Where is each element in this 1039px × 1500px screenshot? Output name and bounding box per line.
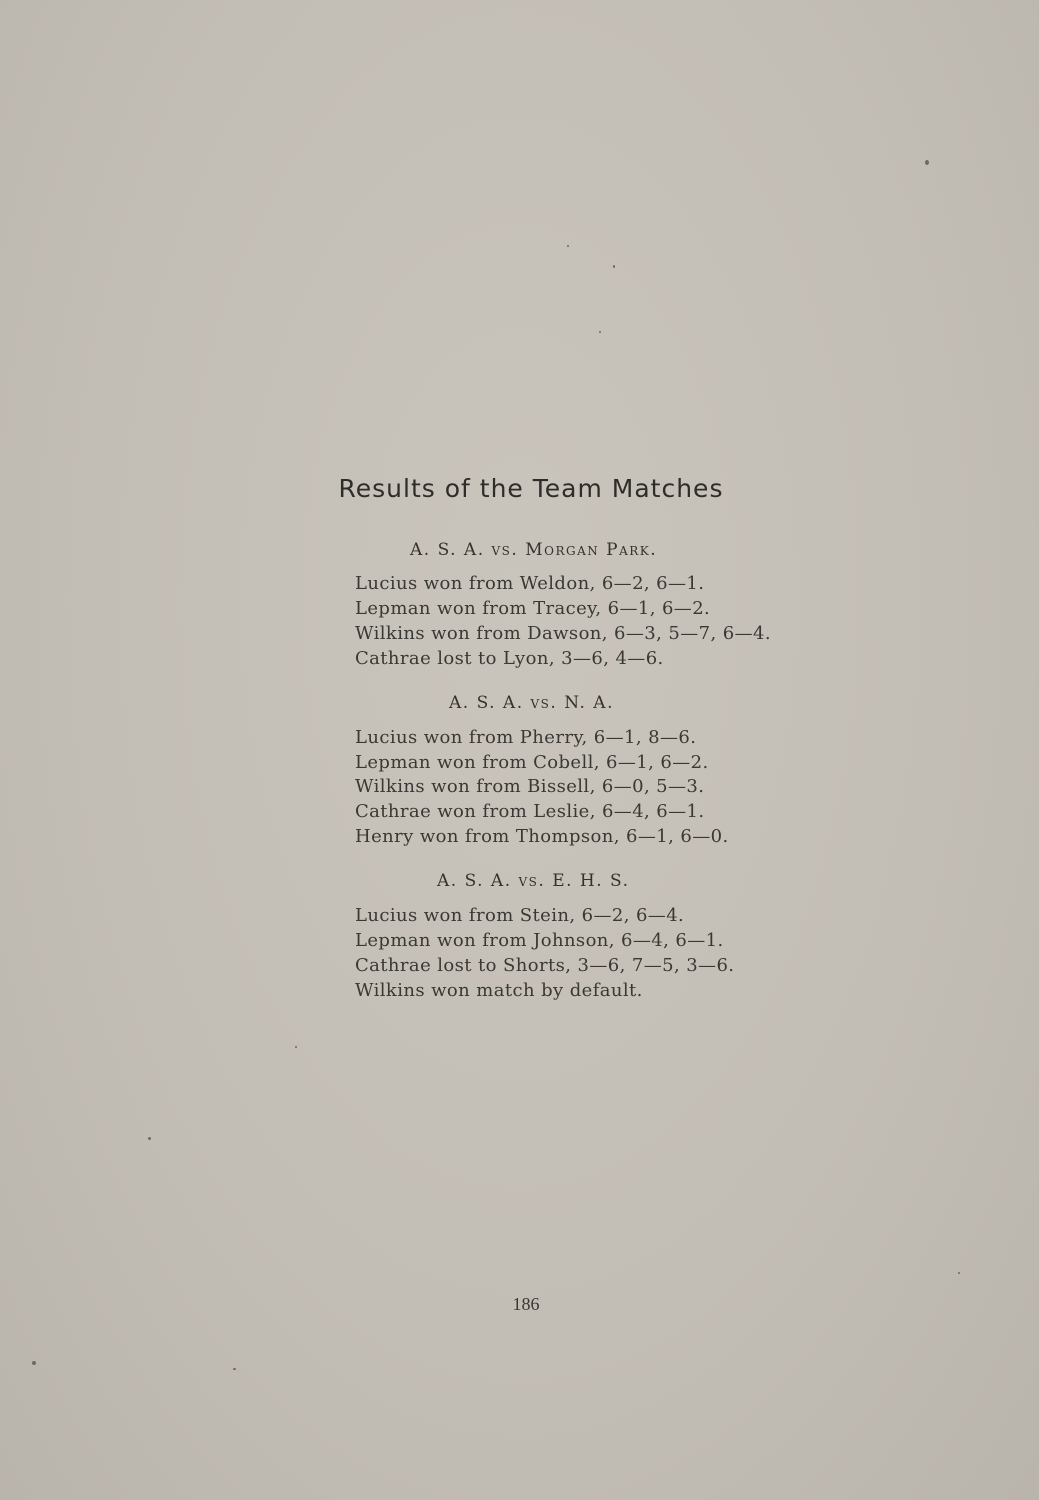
paper-speck bbox=[599, 331, 601, 333]
match-result-line: Cathrae lost to Lyon, 3—6, 4—6. bbox=[355, 648, 664, 669]
paper-speck bbox=[295, 1046, 297, 1048]
paper-speck bbox=[613, 265, 615, 268]
paper-speck bbox=[233, 1368, 236, 1370]
paper-speck bbox=[148, 1137, 151, 1140]
match-result-line: Lucius won from Pherry, 6—1, 8—6. bbox=[355, 727, 697, 748]
match-result-line: Lepman won from Tracey, 6—1, 6—2. bbox=[355, 598, 711, 619]
match-result-line: Lepman won from Cobell, 6—1, 6—2. bbox=[355, 752, 709, 773]
paper-speck bbox=[32, 1361, 36, 1365]
paper-speck bbox=[567, 245, 569, 247]
match-result-line: Wilkins won from Dawson, 6—3, 5—7, 6—4. bbox=[355, 623, 771, 644]
page-title: Results of the Team Matches bbox=[338, 474, 724, 503]
match-result-line: Lucius won from Stein, 6—2, 6—4. bbox=[355, 905, 685, 926]
match-result-line: Wilkins won match by default. bbox=[355, 980, 643, 1001]
match-result-line: Cathrae won from Leslie, 6—4, 6—1. bbox=[355, 801, 705, 822]
paper-speck bbox=[925, 160, 929, 165]
match-result-line: Wilkins won from Bissell, 6—0, 5—3. bbox=[355, 776, 705, 797]
match-result-line: Lucius won from Weldon, 6—2, 6—1. bbox=[355, 573, 705, 594]
page-number: 186 bbox=[512, 1294, 540, 1314]
match-result-line: Lepman won from Johnson, 6—4, 6—1. bbox=[355, 930, 724, 951]
section-heading-na: A. S. A. vs. N. A. bbox=[449, 693, 614, 713]
section-heading-morgan-park: A. S. A. vs. Morgan Park. bbox=[410, 540, 658, 560]
match-result-line: Cathrae lost to Shorts, 3—6, 7—5, 3—6. bbox=[355, 955, 735, 976]
match-result-line: Henry won from Thompson, 6—1, 6—0. bbox=[355, 826, 729, 847]
section-heading-ehs: A. S. A. vs. E. H. S. bbox=[437, 871, 630, 891]
paper-speck bbox=[958, 1272, 960, 1274]
